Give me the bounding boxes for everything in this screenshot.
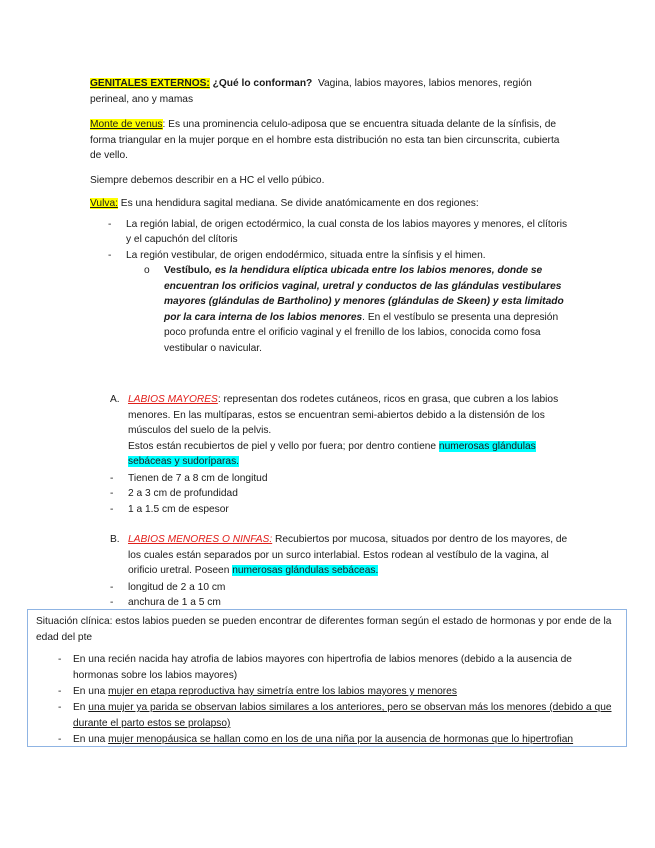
clinical-list	[36, 652, 618, 748]
clinical-item-plain: En una	[73, 734, 109, 745]
labios-mayores-highlight: numerosas glándulas sebáceas y sudoríparas.	[128, 440, 536, 467]
monte-paragraph	[90, 117, 568, 164]
vello-note	[90, 173, 568, 189]
labios-mayores-text2: Estos están recubiertos de piel y vello por fuera; por dentro contiene	[128, 440, 439, 452]
vestibulo-definition: , es la hendidura elíptica ubicada entre los labios menores, donde se encuentran los orificios vaginal, uretral y conductos de las glándulas vestibulares mayores (glándulas de Bartholino) y menores (glándulas de Skeen) y esta limitado por la cara interna de los labios menores	[164, 265, 564, 323]
labios-menores-text: Recubiertos por mucosa, situados por dentro de los mayores, de los cuales están separados por un surco interlabial. Estos rodean al vestíbulo de la vagina, al orificio uretral. Poseen	[128, 534, 568, 576]
labios-mayores-list	[88, 471, 570, 518]
intro-text: Vagina, labios mayores, labios menores, región perineal, ano y mamas	[90, 78, 532, 105]
vulva-heading: Vulva:	[90, 198, 118, 209]
labios-menores-item	[88, 532, 570, 579]
vello-note-text: Siempre debemos describir en a HC el vello púbico.	[90, 175, 325, 186]
labios-mayores-section	[90, 392, 570, 517]
clinical-item-underlined: una mujer ya parida se observan labios similares a los anteriores, pero se observan más los menores (debido a que durante el parto estos se prolapso)	[73, 702, 612, 729]
labios-mayores-heading: LABIOS MAYORES	[128, 394, 218, 405]
list-item	[36, 652, 618, 684]
clinical-intro: Situación clínica: estos labios pueden se pueden encontrar de diferentes forman según el estado de hormonas y por ende de la edad del pte	[36, 616, 612, 643]
intro-question: ¿Qué lo conforman?	[212, 78, 313, 89]
list-item: - Tienen de 7 a 8 cm de longitud	[88, 471, 570, 487]
letter-b: B.	[110, 534, 120, 545]
clinical-situation-box	[27, 609, 627, 747]
clinical-item-plain: En una	[73, 686, 109, 697]
vulva-section	[90, 196, 570, 356]
monte-heading: Monte de venus	[90, 119, 163, 130]
list-item	[36, 684, 618, 700]
letter-a: A.	[110, 394, 120, 405]
list-item: - longitud de 2 a 10 cm	[88, 580, 570, 596]
vestibulo-item	[86, 263, 570, 356]
list-item: - 2 a 3 cm de profundidad	[88, 486, 570, 502]
list-item: - La región vestibular, de origen endodérmico, situada entre la sínfisis y el himen.	[86, 248, 570, 264]
vestibulo-term: Vestíbulo	[164, 265, 210, 276]
labios-mayores-item	[88, 392, 570, 470]
vulva-regions-list	[86, 217, 570, 264]
clinical-item-plain: En una recién nacida hay atrofia de labios mayores con hipertrofia de labios menores (debido a la ausencia de hormonas sobre los labios mayores)	[73, 654, 572, 681]
list-item: - La región labial, de origen ectodérmico, la cual consta de los labios mayores y menores, el clítoris y el capuchón del clítoris	[86, 217, 570, 248]
labios-menores-section	[90, 532, 570, 611]
list-item: - anchura de 1 a 5 cm	[88, 595, 570, 611]
monte-text: : Es una prominencia celulo-adiposa que se encuentra situada delante de la sínfisis, de forma triangular en la mujer porque en el hombre esta distribución no esta tan bien circunscrita, cubierta de vello.	[90, 119, 560, 161]
list-item	[36, 732, 618, 748]
labios-menores-heading: LABIOS MENORES O NINFAS:	[128, 534, 273, 545]
intro-heading: GENITALES EXTERNOS:	[90, 78, 210, 89]
labios-menores-list	[88, 580, 570, 611]
labios-menores-highlight: numerosas glándulas sebáceas.	[232, 565, 379, 576]
clinical-item-underlined: mujer menopáusica se hallan como en los de una niña por la ausencia de hormonas que lo hipertrofian	[108, 734, 574, 745]
vulva-text: Es una hendidura sagital mediana. Se divide anatómicamente en dos regiones:	[120, 198, 479, 209]
clinical-item-underlined: mujer en etapa reproductiva hay simetría entre los labios mayores y menores	[108, 686, 457, 697]
labios-mayores-text: : representan dos rodetes cutáneos, ricos en grasa, que cubren a los labios menores. En las multíparas, estos se encuentran semi-abiertos debido a la distensión de los músculos del suelo de la pelvis.	[128, 394, 559, 436]
vestibulo-rest: . En el vestíbulo se presenta una depresión poco profunda entre el orificio vaginal y el frenillo de los labios, conocida como fosa vestibular o navicular.	[164, 311, 559, 354]
circle-bullet-icon: o	[144, 265, 150, 276]
list-item	[36, 700, 618, 732]
list-item: - 1 a 1.5 cm de espesor	[88, 502, 570, 518]
clinical-item-plain: En	[73, 702, 89, 713]
intro-paragraph	[90, 76, 568, 107]
